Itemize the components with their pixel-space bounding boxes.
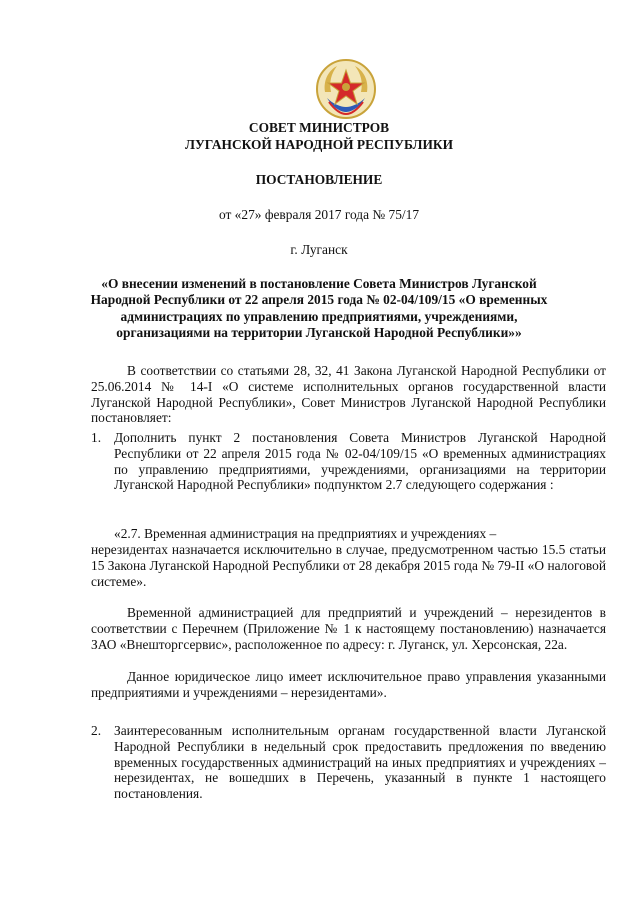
item-2-number: 2.: [91, 723, 102, 738]
title-line-4: организациями на территории Луганской Народной Республики»»: [116, 325, 522, 340]
title-line-1: «О внесении изменений в постановление Совета Министров Луганской: [101, 276, 537, 291]
item-1-text: Дополнить пункт 2 постановления Совета Министров Луганской Народной Республики от 22 апреля 2015 года № 02-04/109/15 «О временных администрациях по управлению предприятиями, учреждениями, организациями на территории Луганской Народной Республики» подпунктом 2.7 следующего содержания :: [114, 430, 606, 493]
coat-of-arms-icon: [315, 58, 377, 120]
item-1-subparagraph-legal-entity: Данное юридическое лицо имеет исключительное право управления указанными предприятиями и учреждениями – нерезидентами».: [91, 669, 606, 700]
city-line: г. Луганск: [290, 242, 348, 257]
org-name-line2: ЛУГАНСКОЙ НАРОДНОЙ РЕСПУБЛИКИ: [185, 137, 453, 152]
date-number-line: от «27» февраля 2017 года № 75/17: [218, 207, 420, 222]
org-name-line1: СОВЕТ МИНИСТРОВ: [248, 120, 390, 135]
title-line-3: администрациях по управлению предприятиями, учреждениями,: [120, 309, 518, 324]
item-1-number: 1.: [91, 430, 102, 445]
item-1-subparagraph-2-7: нерезидентах назначается исключительно в случае, предусмотренном частью 15.5 статьи 15 Закона Луганской Народной Республики от 28 декабря 2015 года № 79-II «О налоговой системе».: [91, 542, 606, 589]
title-line-2: Народной Республики от 22 апреля 2015 года № 02-04/109/15 «О временных: [90, 292, 548, 307]
preamble-paragraph: В соответствии со статьями 28, 32, 41 Закона Луганской Народной Республики от 25.06.2014 № 14-I «О системе исполнительных органов государственной власти Луганской Народной Республики», Совет Министров Луганской Народной Республики постановляет:: [91, 363, 606, 426]
item-1-subparagraph-2-7-first-line: «2.7. Временная администрация на предприятиях и учреждениях –: [114, 526, 497, 541]
item-2-text: Заинтересованным исполнительным органам государственной власти Луганской Народной Республики в недельный срок предоставить предложения по введению временных государственных администраций на иных предприятиях и учреждениях – нерезидентах, не вошедших в Перечень, указанный в пункте 1 настоящего постановления.: [114, 723, 606, 802]
item-1-subparagraph-administration: Временной администрацией для предприятий и учреждений – нерезидентов в соответствии с Перечнем (Приложение № 1 к настоящему постановлению) назначается ЗАО «Внешторгсервис», расположенное по адресу: г. Луганск, ул. Херсонская, 22а.: [91, 605, 606, 652]
document-type: ПОСТАНОВЛЕНИЕ: [255, 172, 383, 187]
